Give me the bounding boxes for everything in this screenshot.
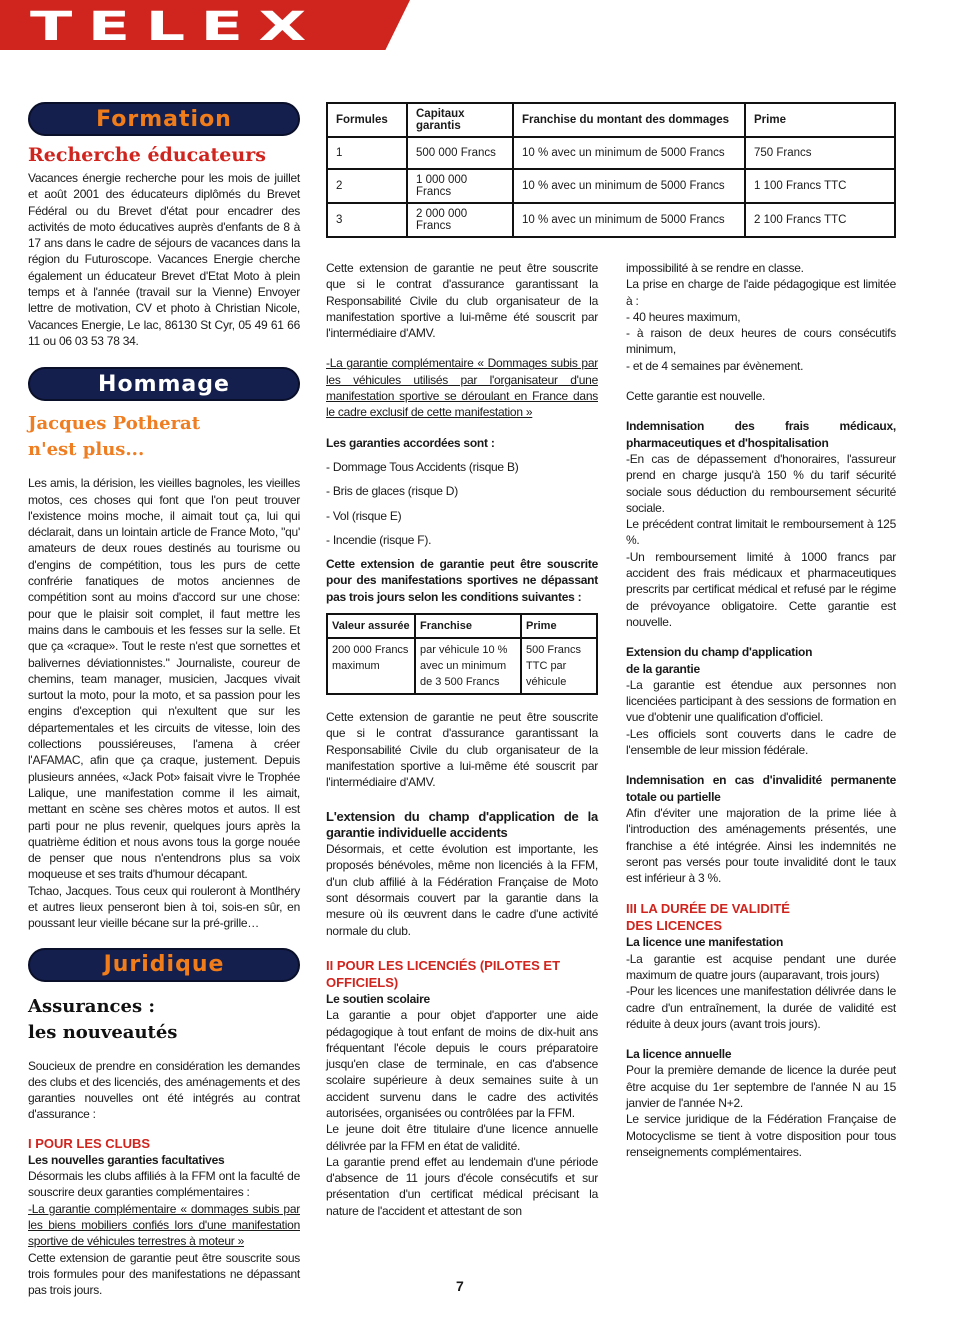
middle-p1: Cette extension de garantie ne peut être souscrite que si le contrat d'assurance garantissant la Responsabilité Civile du club organisateur de la manifestation sportive a lui-même été souscrit par l'intermédiaire d'AMV. [326, 261, 598, 341]
juridique-p2: -La garantie complémentaire « dommages subis par les biens mobiliers confiés lors d'une manifestation sportive de véhicules terrestres à moteur » [28, 1201, 300, 1249]
section-pour-les-licencies: II POUR LES LICENCIÉS (PILOTES ET OFFICIELS) [326, 957, 561, 990]
table-header-row [327, 614, 597, 638]
page-number: 7 [456, 1278, 464, 1294]
guarantee-item: - Incendie (risque F). [326, 532, 432, 547]
indemnisation-p1: -En cas de dépassement d'honoraires, l'assureur prend en charge jusqu'à 150 % du tarif sécurité sociale sous déduction du remboursement sécurité sociale. [626, 451, 896, 515]
pill-label: Hommage [98, 371, 230, 397]
indemnisation-title: Indemnisation des frais médicaux, pharmaceutiques et d'hospitalisation [626, 419, 896, 450]
heading-assurances-line2: les nouveautés [28, 1021, 178, 1043]
guarantee-item: - Vol (risque E) [326, 508, 402, 523]
left-column [28, 102, 300, 1298]
table-cell: 2 000 000 Francs [407, 203, 513, 237]
heading-potherat-line1: Jacques Potherat [28, 413, 201, 435]
extension-title: L'extension du champ d'application de la garantie individuelle accidents [326, 808, 598, 840]
right-p2: La prise en charge de l'aide pédagogique est limitée à : [626, 277, 896, 308]
extension-champ-p2: -Les officiels sont couverts dans le cadre de l'ensemble de leur mission fédérale. [626, 726, 896, 758]
table-row [327, 169, 895, 203]
right-p1: impossibilité à se rendre en classe. [626, 261, 804, 275]
soutien-p3: La garantie prend effet au lendemain d'une période d'absence de 11 jours d'école consécutifs et sur présentation d'un certificat médical précisant la nature de l'accident et attestant de son [326, 1154, 598, 1218]
table-cell: 2 100 Francs TTC [745, 203, 895, 237]
middle-p3: Cette extension de garantie peut être souscrite pour des manifestations sportives ne dépassant pas trois jours selon les conditions suivantes : [326, 557, 598, 604]
pill-label: Juridique [103, 952, 225, 978]
guarantees-title: Les garanties accordées sont : [326, 435, 495, 450]
right-column [626, 260, 896, 1160]
section-duree-validite-l1: III LA DURÉE DE VALIDITÉ [626, 901, 790, 917]
guarantee-item: - Bris de glaces (risque D) [326, 484, 458, 499]
table-cell: 1 100 Francs TTC [745, 169, 895, 203]
table-cell: 3 [327, 203, 407, 237]
table-cell: par véhicule 10 % avec un minimum de 3 500 Francs [415, 638, 521, 694]
table-header-cell: Franchise [415, 614, 521, 638]
table-header-cell: Formules [327, 103, 407, 137]
heading-recherche-educateurs: Recherche éducateurs [28, 144, 266, 166]
table-cell: 200 000 Francs maximum [327, 638, 415, 694]
soutien-p2: Le jeune doit être titulaire d'une licence annuelle délivrée par la FFM en état de validité. [326, 1122, 598, 1153]
magazine-title: TELEX [30, 4, 322, 50]
section-pill-formation [28, 102, 300, 136]
soutien-title: Le soutien scolaire [326, 991, 430, 1006]
heading-assurances-line1: Assurances : [28, 995, 156, 1017]
section-duree-validite-l2: DES LICENCES [626, 918, 723, 934]
table-header-cell: Prime [521, 614, 597, 638]
table-header-cell: Valeur assurée [327, 614, 415, 638]
extension-champ-title-l1: Extension du champ d'application [626, 645, 813, 660]
table-header-cell: Capitaux garantis [407, 103, 513, 137]
table-header-cell: Franchise du montant des dommages [513, 103, 745, 137]
hommage-body-2: Tchao, Jacques. Tous ceux qui rouleront à Montlhéry et autres lieux penseront bien à toi, sois-en sûr, en poussant leur vieille bécane sur la pré-grille… [28, 883, 300, 931]
licence-annuelle-title: La licence annuelle [626, 1047, 732, 1062]
formation-body: Vacances énergie recherche pour les mois de juillet et août 2001 des éducateurs diplômés du Brevet Fédéral ou du Brevet d'état pour encadrer des activités de moto éducatives auprès d'enfants de 8 à 17 ans dans le cadre de séjours de vacances dans la région du Futuroscope. Vacances Energie cherche également un éducateur Brevet d'Etat Moto à plein temps et à l'année (travail sur la Vienne) Envoyer lettre de motivation, CV et photo à Christian Nicole, Vacances Energie, Le lac, 86130 St Cyr, 05 49 61 66 11 ou 06 03 53 78 34. [28, 171, 300, 348]
section-pill-juridique [28, 948, 300, 982]
table-cell: 10 % avec un minimum de 5000 Francs [513, 137, 745, 169]
formules-table [326, 102, 896, 238]
pill-label: Formation [96, 106, 232, 132]
table-cell: 2 [327, 169, 407, 203]
invalidite-title: Indemnisation en cas d'invalidité permanente totale ou partielle [626, 773, 896, 804]
table-header-cell: Prime [745, 103, 895, 137]
middle-p2: -La garantie complémentaire « Dommages subis par les véhicules utilisés par l'organisateur d'une manifestation sportive se déroulant en France dans le cadre exclusif de cette manifestation » [326, 356, 598, 420]
table-row [327, 638, 597, 694]
licence-manifestation-title: La licence une manifestation [626, 935, 784, 950]
right-p3: Cette garantie est nouvelle. [626, 389, 766, 404]
heading-potherat-line2: n'est plus... [28, 439, 145, 461]
licence-manifestation-p2: -Pour les licences une manifestation délivrée dans le cadre d'un entraînement, la durée de validité est réduite à deux jours (avant trois jours). [626, 984, 896, 1031]
table-cell: 500 Francs TTC par véhicule [521, 638, 597, 694]
table-cell: 750 Francs [745, 137, 895, 169]
juridique-intro: Soucieux de prendre en considération les demandes des clubs et des licenciés, des aménagements et des garanties nouvelles ont été intégrés au contrat d'assurance : [28, 1058, 300, 1122]
licence-manifestation-p1: -La garantie est acquise pendant une durée maximum de quatre jours (auparavant, trois jours) [626, 951, 896, 982]
table-cell: 10 % avec un minimum de 5000 Francs [513, 169, 745, 203]
juridique-p1: Désormais les clubs affiliés à la FFM ont la faculté de souscrire deux garanties complémentaires : [28, 1169, 300, 1200]
middle-p4: Cette extension de garantie ne peut être souscrite que si le contrat d'assurance garantissant la Responsabilité Civile du club organisateur de la manifestation sportive a lui-même été souscrit par l'intermédiaire d'AMV. [326, 710, 598, 790]
licence-annuelle-p1: Pour la première demande de licence la durée peut être acquise du 1er septembre de l'année N au 15 janvier de l'année N+2. [626, 1063, 896, 1111]
vehicle-table [326, 613, 598, 695]
table-cell: 10 % avec un minimum de 5000 Francs [513, 203, 745, 237]
table-cell: 1 [327, 137, 407, 169]
limit-item: - à raison de deux heures de cours consécutifs minimum, [626, 326, 896, 357]
invalidite-body: Afin d'éviter une majoration de la prime liée à l'introduction des aménagements présentés, une franchise a été intégrée. Ainsi les indemnités ne seront pas versés pour toute invalidité dont le taux est inférieur à 3 %. [626, 805, 896, 886]
hommage-body: Les amis, la dérision, les vieilles bagnoles, les vieilles motos, ces choses qui font que l'on peut trouver l'existence moins moche, il aimait tout ça, lui qui déclarait, dans un lointain article de France Moto, "qu' amateurs de deux roues destinés au tourisme ou d'engins de compétition, tous les purs de cette confrérie fanatiques de motos anciennes de compétition sont au moins d'accord sur une chose: pour que le plaisir soit complet, il faut mettre les mains dans le cambouis et les fesses sur la selle. Et que ça «craque». Tout le reste n'est que sornettes et balivernes déviationnistes." Journaliste, coureur de chemins, team manager, musicien, Jacques vivait surtout la moto, pour la moto, et sa passion pour les engins d'exception qui n'exultent que sur les départementales et les circuits de vitesse, loin des collections poussiéreuses, l'amena à créer l'AFAMAC, afin que ça craque, justement. Depuis plusieurs années, «Jack Pot» faisait vivre le Trophée Lalique, une manifestation comme il les aimait, mettant en scène ses chères motos et autos. Il est parti pour ne plus revenir, quelques jours après la quatrième édition et nous avons tous la gorge nouée de penser que nous n'entendrons plus sa voix moqueuse et ses traits d'humour décapant. [28, 476, 300, 882]
licence-annuelle-p2: Le service juridique de la Fédération Française de Motocyclisme se tient à votre disposition pour tous renseignements complémentaires. [626, 1112, 896, 1159]
subsection-garanties-facultatives: Les nouvelles garanties facultatives [28, 1152, 225, 1167]
table-cell: 500 000 Francs [407, 137, 513, 169]
limit-item: - et de 4 semaines par évènement. [626, 358, 804, 373]
extension-body: Désormais, et cette évolution est importante, les proposés bénévoles, même non licenciés à la FFM, d'un club affilié à la Fédération Française de Moto sont désormais couvert par la garantie dans la mesure où ils œuvrent dans le cadre d'une activité normale du club. [326, 842, 598, 938]
section-pour-les-clubs: I POUR LES CLUBS [28, 1135, 151, 1151]
table-header-row [327, 103, 895, 137]
section-pill-hommage [28, 367, 300, 401]
limit-item: - 40 heures maximum, [626, 309, 741, 324]
extension-champ-p1: -La garantie est étendue aux personnes non licenciées participant à des sessions de formation en vue d'obtenir une qualification d'officiel. [626, 677, 896, 725]
extension-champ-title-l2: de la garantie [626, 661, 700, 676]
juridique-p3: Cette extension de garantie peut être souscrite sous trois formules pour des manifestations ne dépassant pas trois jours. [28, 1250, 300, 1298]
indemnisation-p3: -Un remboursement limité à 1000 francs par accident des frais médicaux et pharmaceutiques prescrits par certificat médical et refusé par le régime de prévoyance obligatoire. Cette garantie est nouvelle. [626, 549, 896, 629]
table-cell: 1 000 000 Francs [407, 169, 513, 203]
soutien-p1: La garantie a pour objet d'apporter une aide pédagogique à tout enfant de moins de dix-huit ans fréquentant l'école depuis le cours préparatoire jusqu'en clase de terminale, en cas d'absence scolaire supérieure à deux semaines suite à un accident survenu dans le cadre des activités autorisées, organisées ou contrôlées par la FFM. [326, 1008, 598, 1120]
indemnisation-p2: Le précédent contrat limitait le remboursement à 125 %. [626, 517, 896, 548]
guarantee-item: - Dommage Tous Accidents (risque B) [326, 459, 519, 474]
middle-column [326, 260, 598, 1219]
table-row [327, 203, 895, 237]
table-row [327, 137, 895, 169]
